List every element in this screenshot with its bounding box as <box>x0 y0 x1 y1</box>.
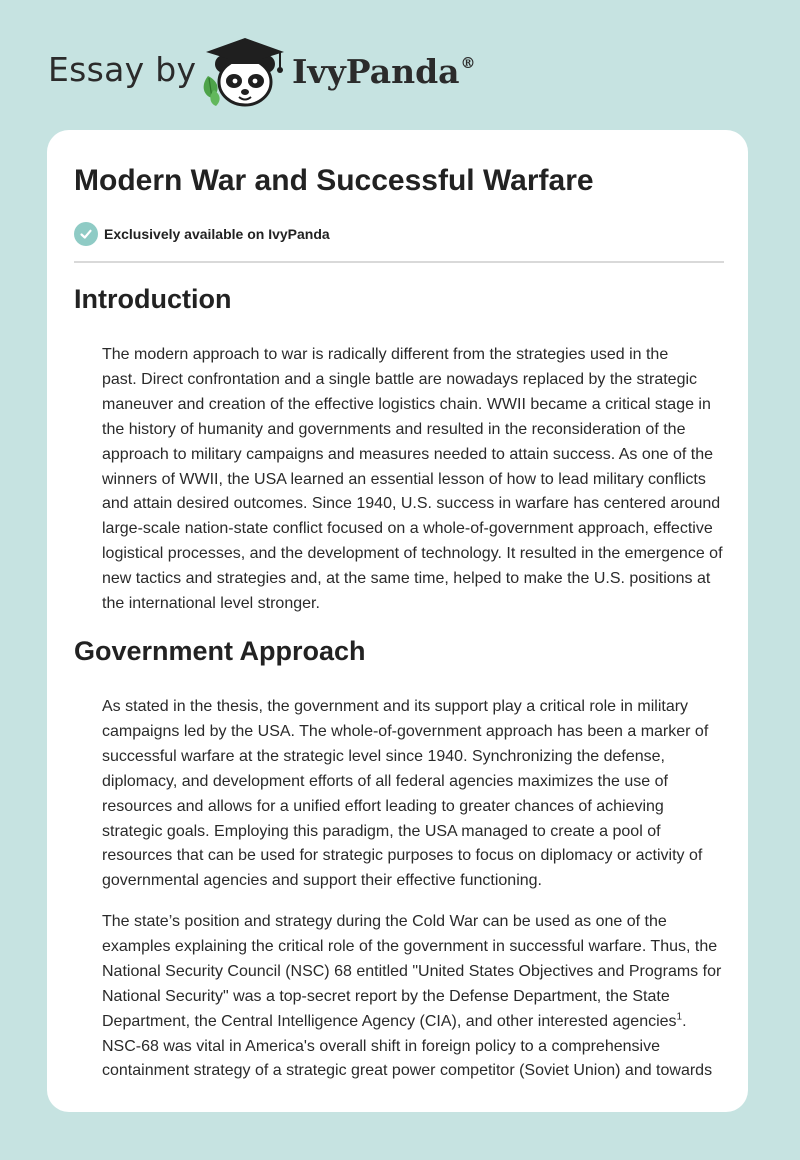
text-line-body: Department, the Central Intelligence Agency (CIA), and other interested agencies <box>102 1012 677 1030</box>
text-line: logistical processes, and the development of technology. It resulted in the emergence of <box>102 545 723 563</box>
exclusive-badge <box>74 222 330 246</box>
text-line: successful warfare at the strategic level since 1940. Synchronizing the defense, <box>102 747 665 765</box>
text-line <box>74 1010 724 1035</box>
text-line: governmental agencies and support their effective functioning. <box>102 872 542 890</box>
panda-logo-icon[interactable] <box>200 34 292 110</box>
text-line: strategic goals. Employing this paradigm, the USA managed to create a pool of <box>102 822 661 840</box>
essay-card <box>47 130 748 1112</box>
footnote-tail: . <box>682 1012 687 1030</box>
brand-name-text: IvyPanda <box>292 52 460 91</box>
text-line: large-scale nation-state conflict focused on a whole-of-government approach, effective <box>102 520 713 538</box>
brand-prefix: Essay by <box>48 50 197 89</box>
section-heading-introduction: Introduction <box>74 284 232 314</box>
text-line: examples explaining the critical role of the government in successful warfare. Thus, the <box>102 937 718 955</box>
text-line: The state’s position and strategy during the Cold War can be used as one of the <box>102 913 667 930</box>
text-line: the international level stronger. <box>102 595 320 613</box>
text-line: National Security" was a top-secret report by the Defense Department, the State <box>102 987 670 1005</box>
paragraph-government-1 <box>74 695 724 894</box>
text-line: campaigns led by the USA. The whole-of-government approach has been a marker of <box>102 722 709 740</box>
footnote-ref[interactable]: 1 <box>676 1011 683 1023</box>
brand-name[interactable] <box>292 52 476 91</box>
paragraph-government-2 <box>74 910 724 1084</box>
check-icon <box>74 222 98 246</box>
text-line: resources and allows for a unified effort leading to greater chances of achieving <box>102 797 664 815</box>
text-line: The modern approach to war is radically different from the strategies used in the <box>102 346 669 363</box>
text-line: and attain desired outcomes. Since 1940, U.S. success in warfare has centered around <box>102 495 721 513</box>
badge-label: Exclusively available on IvyPanda <box>104 226 330 242</box>
title-divider <box>74 261 724 263</box>
text-line: containment strategy of a strategic great power competitor (Soviet Union) and towards <box>102 1062 713 1080</box>
text-line: past. Direct confrontation and a single battle are nowadays replaced by the strategic <box>102 370 698 388</box>
page-title: Modern War and Successful Warfare <box>74 164 594 197</box>
text-line: As stated in the thesis, the government and its support play a critical role in military <box>102 698 689 715</box>
text-line: diplomacy, and development efforts of all federal agencies maximizes the use of <box>102 772 668 790</box>
text-line: resources that can be used for strategic purposes to focus on diplomacy or activity of <box>102 847 703 865</box>
text-line: maneuver and creation of the effective logistics chain. WWII became a critical stage in <box>102 395 711 413</box>
text-line: new tactics and strategies and, at the same time, helped to make the U.S. positions at <box>102 570 711 588</box>
section-heading-government-approach: Government Approach <box>74 636 366 666</box>
text-line: NSC-68 was vital in America's overall shift in foreign policy to a comprehensive <box>102 1037 660 1055</box>
text-line: winners of WWII, the USA learned an essential lesson of how to lead military conflicts <box>102 470 706 488</box>
text-line: the history of humanity and governments and resulted in the reconsideration of the <box>102 420 686 438</box>
text-line: approach to military campaigns and measures needed to attain success. As one of the <box>102 445 714 463</box>
site-header <box>0 0 800 130</box>
paragraph-introduction-1 <box>74 343 724 617</box>
text-line: National Security Council (NSC) 68 entitled "United States Objectives and Programs for <box>102 962 722 980</box>
registered-mark: ® <box>460 54 476 72</box>
